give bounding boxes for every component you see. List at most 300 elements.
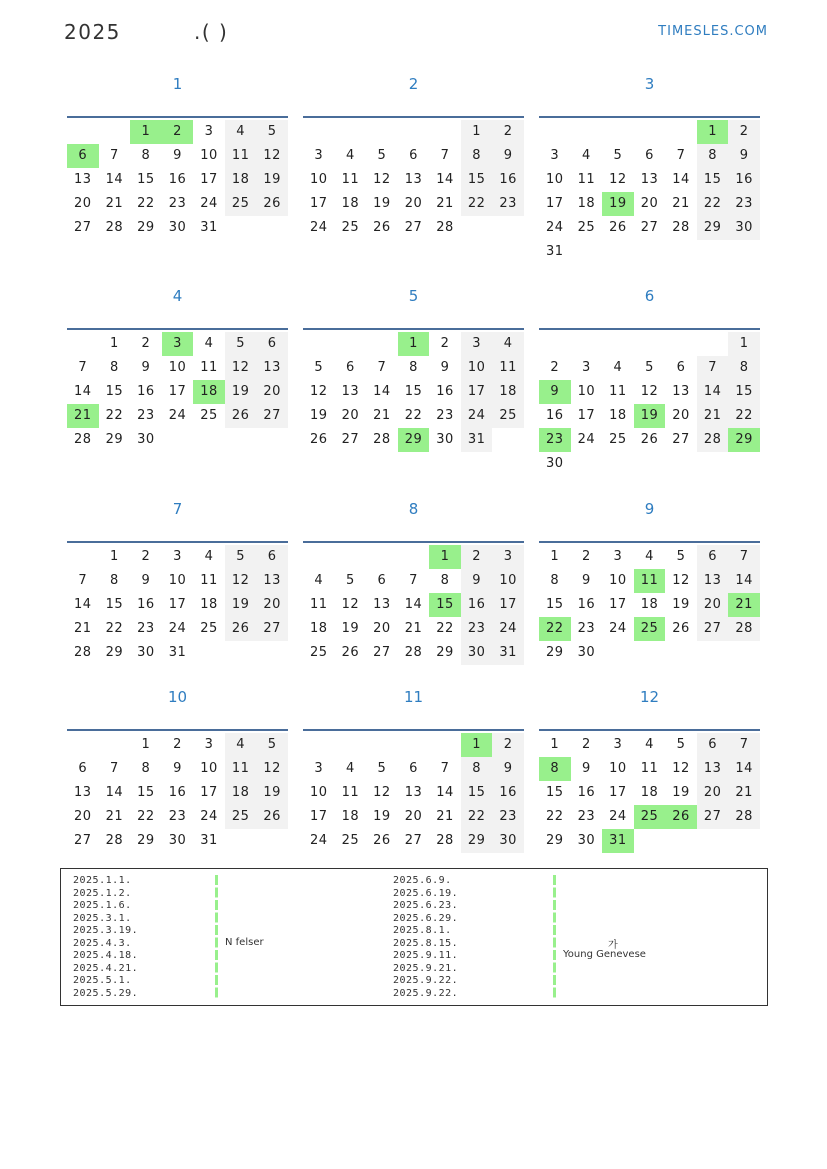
day-cell: 7	[409, 573, 418, 588]
day-cell: 13	[256, 356, 288, 380]
day-cell: 29	[697, 216, 729, 240]
empty-cell	[602, 120, 634, 144]
day-cell: 7	[78, 360, 88, 375]
empty-cell	[429, 120, 461, 144]
day-cell: 10	[310, 785, 328, 800]
day-cell: 27	[256, 617, 288, 641]
day-cell: 3	[204, 737, 214, 752]
day-cell: 28	[436, 833, 454, 848]
day-cell: 21	[74, 621, 92, 636]
day-cell: 22	[728, 404, 760, 428]
day-cell: 26	[672, 621, 690, 636]
day-cell: 10	[609, 761, 627, 776]
day-cell: 24	[168, 408, 187, 423]
empty-cell	[303, 733, 335, 757]
day-cell: 22	[137, 196, 155, 211]
day-cell: 30	[137, 432, 155, 447]
holiday-date: 2025.8.15.	[393, 937, 459, 949]
day-cell: 30	[436, 432, 454, 447]
day-cell: 8	[141, 148, 151, 163]
holiday-day-cell: 1	[697, 120, 729, 144]
holiday-day-cell: 1	[429, 545, 461, 569]
month-title: 6	[644, 287, 655, 305]
holiday-date: 2025.4.18.	[73, 950, 139, 961]
day-cell: 18	[640, 597, 659, 612]
holiday-date: 2025.1.1.	[73, 875, 132, 886]
day-cell: 18	[640, 785, 659, 800]
day-cell: 12	[373, 785, 391, 800]
holiday-day-cell: 1	[130, 120, 162, 144]
day-cell: 27	[697, 617, 729, 641]
day-cell: 13	[256, 569, 288, 593]
day-grid	[303, 332, 524, 452]
holiday-day-cell: 18	[193, 380, 225, 404]
day-cell: 30	[577, 645, 596, 660]
month-rule	[539, 541, 760, 543]
day-cell: 19	[256, 168, 288, 192]
empty-cell	[67, 332, 99, 356]
day-grid	[303, 545, 524, 665]
holiday-day-cell: 19	[634, 404, 666, 428]
empty-cell	[366, 545, 398, 569]
day-cell: 23	[728, 192, 760, 216]
day-cell: 20	[74, 196, 92, 211]
day-cell: 23	[168, 809, 187, 824]
day-cell: 29	[105, 432, 124, 447]
day-cell: 17	[200, 172, 218, 187]
day-cell: 26	[609, 220, 627, 235]
day-cell: 26	[256, 192, 288, 216]
day-cell: 17	[609, 785, 627, 800]
day-cell: 8	[440, 573, 450, 588]
day-cell: 24	[310, 220, 328, 235]
day-cell: 14	[404, 597, 423, 612]
day-cell: 1	[461, 120, 493, 144]
day-cell: 22	[436, 621, 454, 636]
day-cell: 31	[461, 428, 493, 452]
holiday-date: 2025.6.19.	[393, 887, 459, 899]
day-cell: 20	[404, 196, 423, 211]
day-cell: 1	[550, 737, 560, 752]
day-cell: 7	[377, 360, 387, 375]
day-cell: 7	[728, 545, 760, 569]
day-cell: 4	[225, 120, 257, 144]
day-cell: 4	[613, 360, 623, 375]
day-cell: 17	[461, 380, 493, 404]
holiday-legend	[60, 868, 768, 1006]
day-cell: 25	[609, 432, 627, 447]
day-cell: 6	[409, 761, 418, 776]
day-cell: 28	[697, 428, 729, 452]
day-cell: 28	[74, 645, 92, 660]
day-cell: 15	[697, 168, 729, 192]
day-cell: 28	[728, 617, 760, 641]
day-cell: 18	[609, 408, 627, 423]
day-cell: 23	[492, 805, 524, 829]
day-cell: 4	[581, 148, 591, 163]
day-cell: 23	[168, 196, 187, 211]
day-cell: 30	[546, 456, 564, 471]
day-cell: 24	[577, 432, 596, 447]
day-cell: 25	[225, 192, 257, 216]
month-7	[67, 495, 288, 665]
day-cell: 25	[577, 220, 596, 235]
day-cell: 24	[609, 621, 627, 636]
day-cell: 6	[645, 148, 654, 163]
day-cell: 8	[550, 573, 560, 588]
day-cell: 27	[404, 833, 423, 848]
month-2	[303, 70, 524, 240]
day-cell: 17	[310, 809, 328, 824]
holiday-day-cell: 11	[634, 569, 666, 593]
month-3	[539, 70, 760, 264]
day-cell: 28	[105, 833, 124, 848]
holiday-date: 2025.9.22.	[393, 975, 459, 986]
day-cell: 20	[404, 809, 423, 824]
day-cell: 6	[256, 332, 288, 356]
empty-cell	[634, 120, 666, 144]
month-title: 9	[644, 500, 655, 518]
day-cell: 6	[377, 573, 387, 588]
day-cell: 9	[492, 144, 524, 168]
day-cell: 15	[105, 597, 124, 612]
day-cell: 4	[314, 573, 324, 588]
month-rule	[67, 729, 288, 731]
day-cell: 20	[640, 196, 659, 211]
day-cell: 15	[105, 384, 124, 399]
day-cell: 27	[404, 220, 423, 235]
day-cell: 16	[577, 597, 596, 612]
day-cell: 14	[74, 597, 92, 612]
day-cell: 5	[345, 573, 355, 588]
day-cell: 16	[461, 593, 493, 617]
day-cell: 5	[613, 148, 623, 163]
day-cell: 3	[550, 148, 560, 163]
day-cell: 18	[341, 809, 360, 824]
day-cell: 14	[436, 172, 454, 187]
day-cell: 3	[314, 148, 324, 163]
holiday-day-cell: 1	[398, 332, 430, 356]
day-cell: 5	[676, 737, 686, 752]
day-cell: 31	[492, 641, 524, 665]
day-cell: 1	[141, 737, 151, 752]
day-cell: 18	[577, 196, 596, 211]
day-cell: 17	[546, 196, 564, 211]
empty-cell	[539, 332, 571, 356]
day-cell: 11	[577, 172, 596, 187]
day-cell: 20	[697, 781, 729, 805]
day-cell: 16	[137, 597, 155, 612]
day-cell: 12	[341, 597, 360, 612]
day-cell: 25	[225, 805, 257, 829]
day-cell: 10	[200, 761, 218, 776]
day-cell: 31	[200, 833, 218, 848]
day-cell: 22	[137, 809, 155, 824]
day-cell: 25	[341, 833, 360, 848]
day-cell: 20	[256, 593, 288, 617]
day-cell: 4	[204, 336, 214, 351]
day-cell: 16	[436, 384, 454, 399]
empty-cell	[67, 120, 99, 144]
day-cell: 10	[200, 148, 218, 163]
day-cell: 9	[581, 761, 591, 776]
day-cell: 2	[141, 549, 151, 564]
day-cell: 10	[168, 573, 187, 588]
holiday-day-cell: 25	[634, 805, 666, 829]
holiday-date: 2025.6.29.	[393, 912, 459, 924]
day-cell: 8	[461, 757, 493, 781]
day-cell: 15	[137, 172, 155, 187]
day-cell: 24	[310, 833, 328, 848]
day-grid	[67, 733, 288, 853]
day-grid	[303, 120, 524, 240]
day-cell: 16	[168, 785, 187, 800]
day-cell: 2	[550, 360, 560, 375]
day-cell: 13	[404, 785, 423, 800]
day-cell: 12	[672, 761, 690, 776]
brand-link[interactable]: TIMESLES.COM	[658, 24, 768, 39]
day-cell: 5	[314, 360, 324, 375]
day-cell: 23	[137, 408, 155, 423]
day-cell: 21	[672, 196, 690, 211]
holiday-date: 2025.3.19.	[73, 925, 139, 936]
day-cell: 3	[314, 761, 324, 776]
day-cell: 2	[581, 737, 591, 752]
day-cell: 11	[341, 785, 360, 800]
day-cell: 25	[200, 408, 218, 423]
day-cell: 10	[168, 360, 187, 375]
calendar-year: 2025	[64, 20, 121, 44]
day-cell: 14	[728, 569, 760, 593]
day-cell: 22	[546, 809, 564, 824]
day-cell: 21	[436, 809, 454, 824]
day-cell: 26	[341, 645, 360, 660]
day-cell: 7	[109, 148, 119, 163]
day-cell: 30	[168, 220, 187, 235]
day-cell: 26	[373, 220, 391, 235]
day-cell: 11	[609, 384, 627, 399]
holiday-date: 2025.6.9.	[393, 875, 452, 886]
day-cell: 9	[581, 573, 591, 588]
legend-marker-right	[553, 875, 556, 999]
day-cell: 29	[546, 833, 564, 848]
day-cell: 6	[697, 545, 729, 569]
calendar-title	[64, 20, 228, 44]
day-cell: 8	[461, 144, 493, 168]
day-cell: 27	[256, 404, 288, 428]
empty-cell	[398, 733, 430, 757]
day-cell: 17	[577, 408, 596, 423]
day-cell: 5	[645, 360, 654, 375]
day-cell: 6	[256, 545, 288, 569]
month-5	[303, 282, 524, 452]
day-cell: 21	[404, 621, 423, 636]
day-cell: 22	[404, 408, 423, 423]
day-cell: 3	[492, 545, 524, 569]
day-cell: 21	[373, 408, 391, 423]
month-rule	[303, 729, 524, 731]
holiday-dates-left	[73, 875, 138, 1000]
day-cell: 3	[173, 549, 182, 564]
day-cell: 11	[200, 573, 218, 588]
day-cell: 10	[609, 573, 627, 588]
day-cell: 22	[697, 192, 729, 216]
day-cell: 8	[141, 761, 151, 776]
day-cell: 15	[404, 384, 423, 399]
empty-cell	[571, 332, 603, 356]
holiday-day-cell: 9	[539, 380, 571, 404]
month-1	[67, 70, 288, 240]
day-cell: 9	[173, 148, 182, 163]
day-cell: 30	[461, 641, 493, 665]
month-rule	[67, 328, 288, 330]
holiday-date: 2025.4.3.	[73, 937, 132, 949]
day-cell: 3	[613, 737, 623, 752]
calendar-subtitle: .( )	[194, 20, 229, 44]
day-cell: 16	[492, 168, 524, 192]
day-cell: 31	[168, 645, 187, 660]
holiday-note-left: N felser	[225, 937, 264, 948]
day-cell: 14	[373, 384, 391, 399]
holiday-date: 2025.1.6.	[73, 900, 132, 911]
month-rule	[67, 116, 288, 118]
holiday-day-cell: 25	[634, 617, 666, 641]
day-cell: 1	[550, 549, 560, 564]
day-cell: 9	[728, 144, 760, 168]
month-12	[539, 683, 760, 853]
day-cell: 2	[461, 545, 493, 569]
empty-cell	[398, 120, 430, 144]
day-cell: 29	[137, 220, 155, 235]
day-cell: 3	[581, 360, 591, 375]
day-cell: 31	[200, 220, 218, 235]
day-cell: 26	[310, 432, 328, 447]
empty-cell	[571, 120, 603, 144]
day-cell: 21	[105, 809, 124, 824]
day-cell: 2	[492, 733, 524, 757]
day-cell: 2	[728, 120, 760, 144]
day-cell: 26	[373, 833, 391, 848]
day-cell: 24	[492, 617, 524, 641]
day-cell: 7	[109, 761, 119, 776]
day-cell: 13	[640, 172, 659, 187]
day-cell: 13	[404, 172, 423, 187]
day-cell: 15	[461, 168, 493, 192]
month-rule	[303, 116, 524, 118]
day-cell: 28	[672, 220, 690, 235]
day-cell: 15	[728, 380, 760, 404]
day-cell: 15	[546, 597, 564, 612]
day-cell: 31	[546, 244, 564, 259]
holiday-date: 2025.9.11.	[393, 950, 459, 961]
day-cell: 2	[581, 549, 591, 564]
day-cell: 25	[341, 220, 360, 235]
day-cell: 17	[200, 785, 218, 800]
day-cell: 16	[546, 408, 564, 423]
holiday-date: 2025.5.1.	[73, 975, 132, 986]
day-cell: 17	[310, 196, 328, 211]
day-cell: 5	[225, 545, 257, 569]
day-cell: 21	[697, 404, 729, 428]
empty-cell	[366, 332, 398, 356]
day-cell: 20	[697, 593, 729, 617]
day-cell: 5	[377, 148, 387, 163]
day-cell: 12	[256, 757, 288, 781]
month-title: 4	[172, 287, 183, 305]
day-cell: 26	[225, 404, 257, 428]
day-cell: 9	[440, 360, 450, 375]
day-cell: 8	[109, 573, 119, 588]
day-cell: 13	[341, 384, 360, 399]
day-cell: 13	[672, 384, 690, 399]
day-cell: 18	[200, 597, 218, 612]
empty-cell	[67, 545, 99, 569]
holiday-day-cell: 2	[162, 120, 194, 144]
day-cell: 29	[461, 829, 493, 853]
day-cell: 28	[105, 220, 124, 235]
day-cell: 8	[109, 360, 119, 375]
day-cell: 1	[109, 549, 119, 564]
holiday-date: 2025.1.2.	[73, 887, 132, 899]
day-cell: 11	[225, 144, 257, 168]
day-cell: 7	[78, 573, 88, 588]
day-cell: 12	[640, 384, 659, 399]
day-cell: 10	[492, 569, 524, 593]
month-title: 2	[408, 75, 419, 93]
holiday-day-cell: 3	[162, 332, 194, 356]
day-cell: 7	[697, 356, 729, 380]
day-cell: 28	[404, 645, 423, 660]
day-cell: 14	[105, 172, 124, 187]
day-grid	[303, 733, 524, 853]
day-cell: 11	[200, 360, 218, 375]
day-cell: 27	[672, 432, 690, 447]
day-cell: 5	[256, 733, 288, 757]
day-grid	[539, 332, 760, 476]
day-cell: 13	[697, 569, 729, 593]
day-cell: 8	[697, 144, 729, 168]
holiday-day-cell: 29	[728, 428, 760, 452]
day-cell: 30	[577, 833, 596, 848]
day-cell: 18	[225, 168, 257, 192]
day-cell: 17	[492, 593, 524, 617]
empty-cell	[366, 733, 398, 757]
day-cell: 13	[697, 757, 729, 781]
holiday-date: 2025.4.21.	[73, 962, 139, 974]
day-cell: 4	[645, 737, 654, 752]
day-cell: 25	[310, 645, 328, 660]
holiday-day-cell: 31	[602, 829, 634, 853]
day-cell: 11	[225, 757, 257, 781]
day-cell: 3	[613, 549, 623, 564]
empty-cell	[303, 120, 335, 144]
holiday-day-cell: 29	[398, 428, 430, 452]
empty-cell	[665, 332, 697, 356]
month-title: 7	[172, 500, 183, 518]
empty-cell	[303, 332, 335, 356]
day-cell: 9	[173, 761, 182, 776]
holiday-day-cell: 15	[429, 593, 461, 617]
holiday-day-cell: 6	[67, 144, 99, 168]
day-cell: 9	[141, 360, 151, 375]
month-rule	[67, 541, 288, 543]
month-title: 3	[644, 75, 655, 93]
day-cell: 4	[225, 733, 257, 757]
day-cell: 14	[105, 785, 124, 800]
day-cell: 27	[74, 833, 92, 848]
day-cell: 7	[440, 148, 450, 163]
day-cell: 19	[310, 408, 328, 423]
